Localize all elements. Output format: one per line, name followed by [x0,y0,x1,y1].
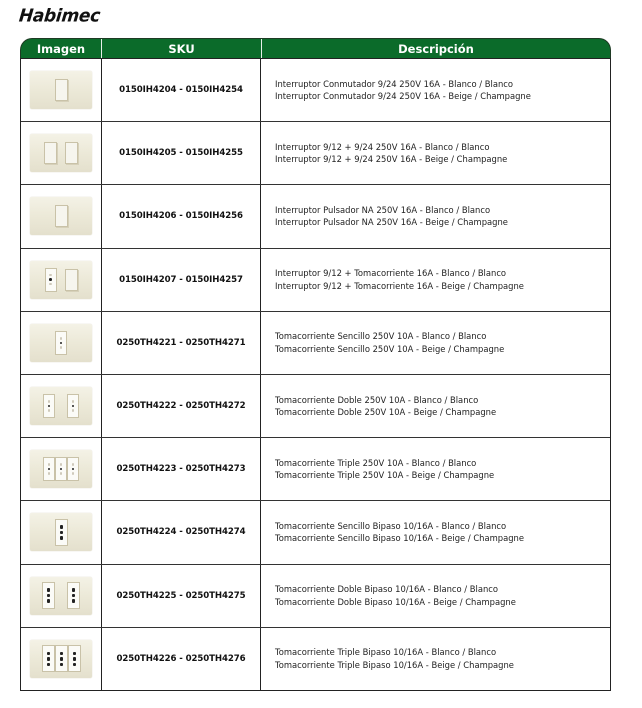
pushbutton-plate-image [30,197,92,235]
header-image: Imagen [21,39,102,58]
image-cell [21,185,102,247]
description-cell [261,565,610,627]
table-row [21,500,610,563]
description-white: Tomacorriente Triple 250V 10A - Blanco / Blanco [275,457,477,468]
description-white: Tomacorriente Doble Bipaso 10/16A - Blanco / Blanco [275,584,498,595]
description-beige: Interruptor 9/12 + 9/24 250V 16A - Beige / Champagne [275,154,508,165]
description-cell [261,501,610,563]
switch-double-plate-image [30,134,92,172]
description-white: Tomacorriente Sencillo 250V 10A - Blanco / Blanco [275,331,487,342]
description-cell [261,375,610,437]
description-white: Interruptor 9/12 + 9/24 250V 16A - Blanco / Blanco [275,141,490,152]
header-sku: SKU [102,39,262,58]
table-row [21,374,610,437]
sku-cell: 0250TH4225 - 0250TH4275 [102,565,261,627]
brand-logo: Habimec [17,5,102,27]
sku-cell: 0250TH4221 - 0250TH4271 [102,312,261,374]
description-white: Interruptor Conmutador 9/24 250V 16A - Blanco / Blanco [275,78,514,89]
description-white: Tomacorriente Doble 250V 10A - Blanco / Blanco [275,394,479,405]
description-beige: Tomacorriente Triple 250V 10A - Beige / Champagne [275,470,495,481]
table-row [21,627,610,690]
table-row [21,311,610,374]
outlet-triple-plate-image [30,450,92,488]
sku-cell: 0150IH4205 - 0150IH4255 [102,122,261,184]
table-row [21,121,610,184]
description-beige: Tomacorriente Doble Bipaso 10/16A - Beige / Champagne [275,596,516,607]
outlet-double-plate-image [30,387,92,425]
description-white: Interruptor 9/12 + Tomacorriente 16A - Blanco / Blanco [275,268,507,279]
sku-cell: 0250TH4222 - 0250TH4272 [102,375,261,437]
table-row [21,184,610,247]
description-beige: Tomacorriente Sencillo 250V 10A - Beige / Champagne [275,343,505,354]
sku-cell: 0250TH4223 - 0250TH4273 [102,438,261,500]
description-beige: Tomacorriente Doble 250V 10A - Beige / Champagne [275,407,497,418]
image-cell [21,312,102,374]
table-row [21,564,610,627]
bipaso-single-plate-image [30,513,92,551]
description-beige: Interruptor Conmutador 9/24 250V 16A - Beige / Champagne [275,91,531,102]
image-cell [21,59,102,121]
description-white: Interruptor Pulsador NA 250V 16A - Blanco / Blanco [275,204,491,215]
description-white: Tomacorriente Sencillo Bipaso 10/16A - Blanco / Blanco [275,520,507,531]
switch-single-plate-image [30,71,92,109]
sku-cell: 0250TH4224 - 0250TH4274 [102,501,261,563]
table-header [20,38,611,58]
image-cell [21,501,102,563]
description-cell [261,628,610,690]
sku-cell: 0250TH4226 - 0250TH4276 [102,628,261,690]
image-cell [21,249,102,311]
sku-cell: 0150IH4207 - 0150IH4257 [102,249,261,311]
image-cell [21,565,102,627]
description-cell [261,59,610,121]
description-cell [261,185,610,247]
image-cell [21,438,102,500]
description-beige: Interruptor 9/12 + Tomacorriente 16A - Beige / Champagne [275,280,524,291]
table-row [21,248,610,311]
bipaso-double-plate-image [30,577,92,615]
header-description: Descripción [398,41,474,56]
table-row [21,59,610,121]
table-row [21,437,610,500]
image-cell [21,375,102,437]
sku-cell: 0150IH4204 - 0150IH4254 [102,59,261,121]
sku-cell: 0150IH4206 - 0150IH4256 [102,185,261,247]
image-cell [21,122,102,184]
image-cell [21,628,102,690]
outlet-single-plate-image [30,324,92,362]
description-cell [261,122,610,184]
description-cell [261,438,610,500]
description-beige: Tomacorriente Sencillo Bipaso 10/16A - Beige / Champagne [275,533,524,544]
description-beige: Tomacorriente Triple Bipaso 10/16A - Beige / Champagne [275,659,514,670]
description-white: Tomacorriente Triple Bipaso 10/16A - Blanco / Blanco [275,647,497,658]
description-cell [261,312,610,374]
description-beige: Interruptor Pulsador NA 250V 16A - Beige / Champagne [275,217,508,228]
bipaso-triple-plate-image [30,640,92,678]
product-table [20,38,611,691]
switch-outlet-plate-image [30,261,92,299]
description-cell [261,249,610,311]
table-body [20,58,611,691]
